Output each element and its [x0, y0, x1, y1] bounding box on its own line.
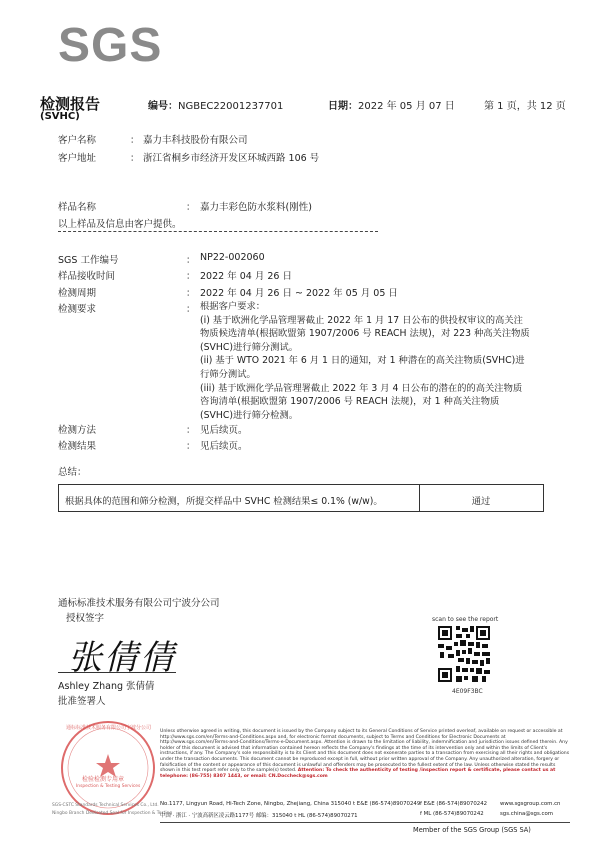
- report-number: [148, 97, 283, 112]
- member-notice: Member of the SGS Group (SGS SA): [413, 826, 531, 834]
- test-period-colon: ：: [186, 288, 196, 299]
- report-number-value: NGBEC22001237701: [178, 101, 284, 112]
- test-method-label: 检测方法: [58, 425, 97, 436]
- report-subtitle: (SVHC): [40, 111, 80, 122]
- job-number-label: SGS 工作编号: [58, 255, 119, 266]
- signatory-name: Ashley Zhang 张倩倩: [58, 681, 155, 692]
- address-cn: 中国 · 浙江 · 宁波高新区凌云路1177号 邮编：315040 t HL (86-574)89070271: [160, 813, 358, 819]
- conclusion-label: 总结：: [58, 467, 87, 478]
- requirement-line: (SVHC)进行筛分检测。: [200, 409, 299, 421]
- client-address-colon: ：: [130, 153, 140, 164]
- terms-text: Unless otherwise agreed in writing, this document is issued by the Company subject to its General Conditions of Service printed overleaf, available on request or accessible at http://www.sgs.com/en/Terms-and-Conditions.aspx and, for electronic format documents, subject to Terms and Conditions for Electronic Documents at http://www.sgs.com/en/Terms-and-Conditions/Terms-e-Document.aspx. Attention is drawn to the limitation of liability, indemnification and jurisdiction issues defined therein. Any holder of this document is advised that information contained hereon reflects the Company's findings at the time of its intervention only and within the limits of Client's instructions, if any. The Company's sole responsibility is to its Client and this document does not exonerate parties to a transaction from exercising all their rights and obligations under the transaction documents. This document cannot be reproduced except in full, without prior written approval of the Company. Any unauthorized alteration, forgery or falsification of the content or appearance of this document is unlawful and offenders may be prosecuted to the fullest extent of the law. Unless otherwise stated the results shown in this test report refer only to the sample(s) tested.: [160, 729, 570, 774]
- footer-divider: [160, 822, 570, 823]
- job-number-colon: ：: [186, 255, 196, 266]
- issuing-company: 通标标准技术服务有限公司宁波分公司: [58, 598, 220, 609]
- sample-name-colon: ：: [186, 202, 196, 213]
- conclusion-box: [58, 484, 544, 512]
- page-indicator: 第 1 页，共 12 页: [484, 101, 566, 112]
- requirement-line: (ii) 基于 WTO 2021 年 6 月 1 日的通知，对 1 种潜在的高关注物质(SVHC)进: [200, 355, 525, 367]
- client-name: 嘉力丰科技股份有限公司: [143, 135, 248, 146]
- signature-line: [58, 672, 176, 673]
- test-result-colon: ：: [186, 441, 196, 452]
- qr-scan-label: scan to see the report: [432, 616, 499, 623]
- client-address: 浙江省桐乡市经济开发区环城西路 106 号: [143, 153, 320, 164]
- client-address-label: 客户地址: [58, 153, 97, 164]
- test-requirement-label: 检测要求: [58, 304, 97, 315]
- authorized-signature-label: 授权签字: [66, 613, 105, 624]
- test-method: 见后续页。: [200, 425, 248, 436]
- job-number: NP22-002060: [200, 252, 265, 263]
- requirement-line: (iii) 基于欧洲化学品管理署截止 2022 年 3 月 4 日公布的潜在的的高关注物质: [200, 382, 523, 394]
- sample-name: 嘉力丰彩色防水浆料(刚性): [200, 202, 312, 213]
- report-date: [328, 97, 455, 112]
- authenticity-notice: Attention: To check the authenticity of testing /inspection report & certificate, please contact us at telephone: (86-755) 8307 1443, or email: CN.Doccheck@sgs.com: [160, 768, 556, 779]
- seal-org-text: 通标标准技术服务有限公司宁波分公司: [66, 725, 152, 731]
- report-number-label: 编号：: [148, 101, 178, 112]
- client-name-colon: ：: [130, 135, 140, 146]
- test-result: 见后续页。: [200, 441, 248, 452]
- seal-en-text: Inspection & Testing Services: [76, 784, 141, 789]
- dashed-divider: [58, 231, 378, 232]
- address-en: No.1177, Lingyun Road, Hi-Tech Zone, Ningbo, Zhejiang, China 315040 t E&E (86-574)89070249: [160, 801, 421, 807]
- email: sgs.china@sgs.com: [500, 811, 554, 817]
- client-name-label: 客户名称: [58, 135, 97, 146]
- handwritten-signature: 张倩倩: [68, 638, 176, 678]
- requirement-line: 行筛分测试。: [200, 368, 256, 380]
- seal-left-text: Ningbo Branch Dedicated Seal for Inspection & Testing: [52, 811, 173, 816]
- conclusion-result: 通过: [471, 496, 491, 507]
- received-date-label: 样品接收时间: [58, 271, 116, 282]
- seal-center-text: 检验检测专用章: [82, 776, 125, 783]
- report-date-label: 日期：: [328, 101, 358, 112]
- report-title: 检测报告: [40, 95, 101, 113]
- received-date-colon: ：: [186, 271, 196, 282]
- conclusion-text: 根据具体的范围和筛分检测，所提交样品中 SVHC 检测结果≤ 0.1% (w/w)。: [65, 496, 383, 507]
- fax-line-1: f E&E (86-574)89070242: [420, 801, 488, 807]
- report-date-value: 2022 年 05 月 07 日: [358, 101, 455, 112]
- test-period: 2022 年 04 月 26 日 ~ 2022 年 05 月 05 日: [200, 288, 398, 299]
- test-requirement: [200, 300, 530, 422]
- sgs-logo: SGS: [58, 19, 163, 72]
- website: www.sgsgroup.com.cn: [500, 801, 561, 807]
- requirement-line: 根据客户要求：: [200, 301, 266, 312]
- test-requirement-colon: ：: [186, 304, 196, 315]
- requirement-line: 咨询清单(根据欧盟第 1907/2006 号 REACH 法规)，对 1 种高关注物质: [200, 396, 500, 408]
- requirement-line: (SVHC)进行筛分测试。: [200, 341, 299, 353]
- signatory-role: 批准签署人: [58, 696, 106, 707]
- terms-fine-print: [160, 729, 570, 779]
- received-date: 2022 年 04 月 26 日: [200, 271, 292, 282]
- fax-line-2: f ML (86-574)89070242: [420, 811, 484, 817]
- qr-code-id: 4E09F3BC: [452, 688, 483, 695]
- test-method-colon: ：: [186, 425, 196, 436]
- qr-code-icon[interactable]: [438, 626, 490, 682]
- requirement-line: (i) 基于欧洲化学品管理署截止 2022 年 1 月 17 日公布的供投权审议的高关注: [200, 314, 523, 326]
- test-period-label: 检测周期: [58, 288, 97, 299]
- requirement-line: 物质候选清单(根据欧盟第 1907/2006 号 REACH 法规)，对 223 种高关注物质: [200, 328, 530, 340]
- sample-note: 以上样品及信息由客户提供。: [58, 219, 182, 230]
- test-result-label: 检测结果: [58, 441, 97, 452]
- sample-name-label: 样品名称: [58, 202, 97, 213]
- seal-left-text: SGS-CSTC Standards Technical Services Co., Ltd.: [52, 803, 159, 808]
